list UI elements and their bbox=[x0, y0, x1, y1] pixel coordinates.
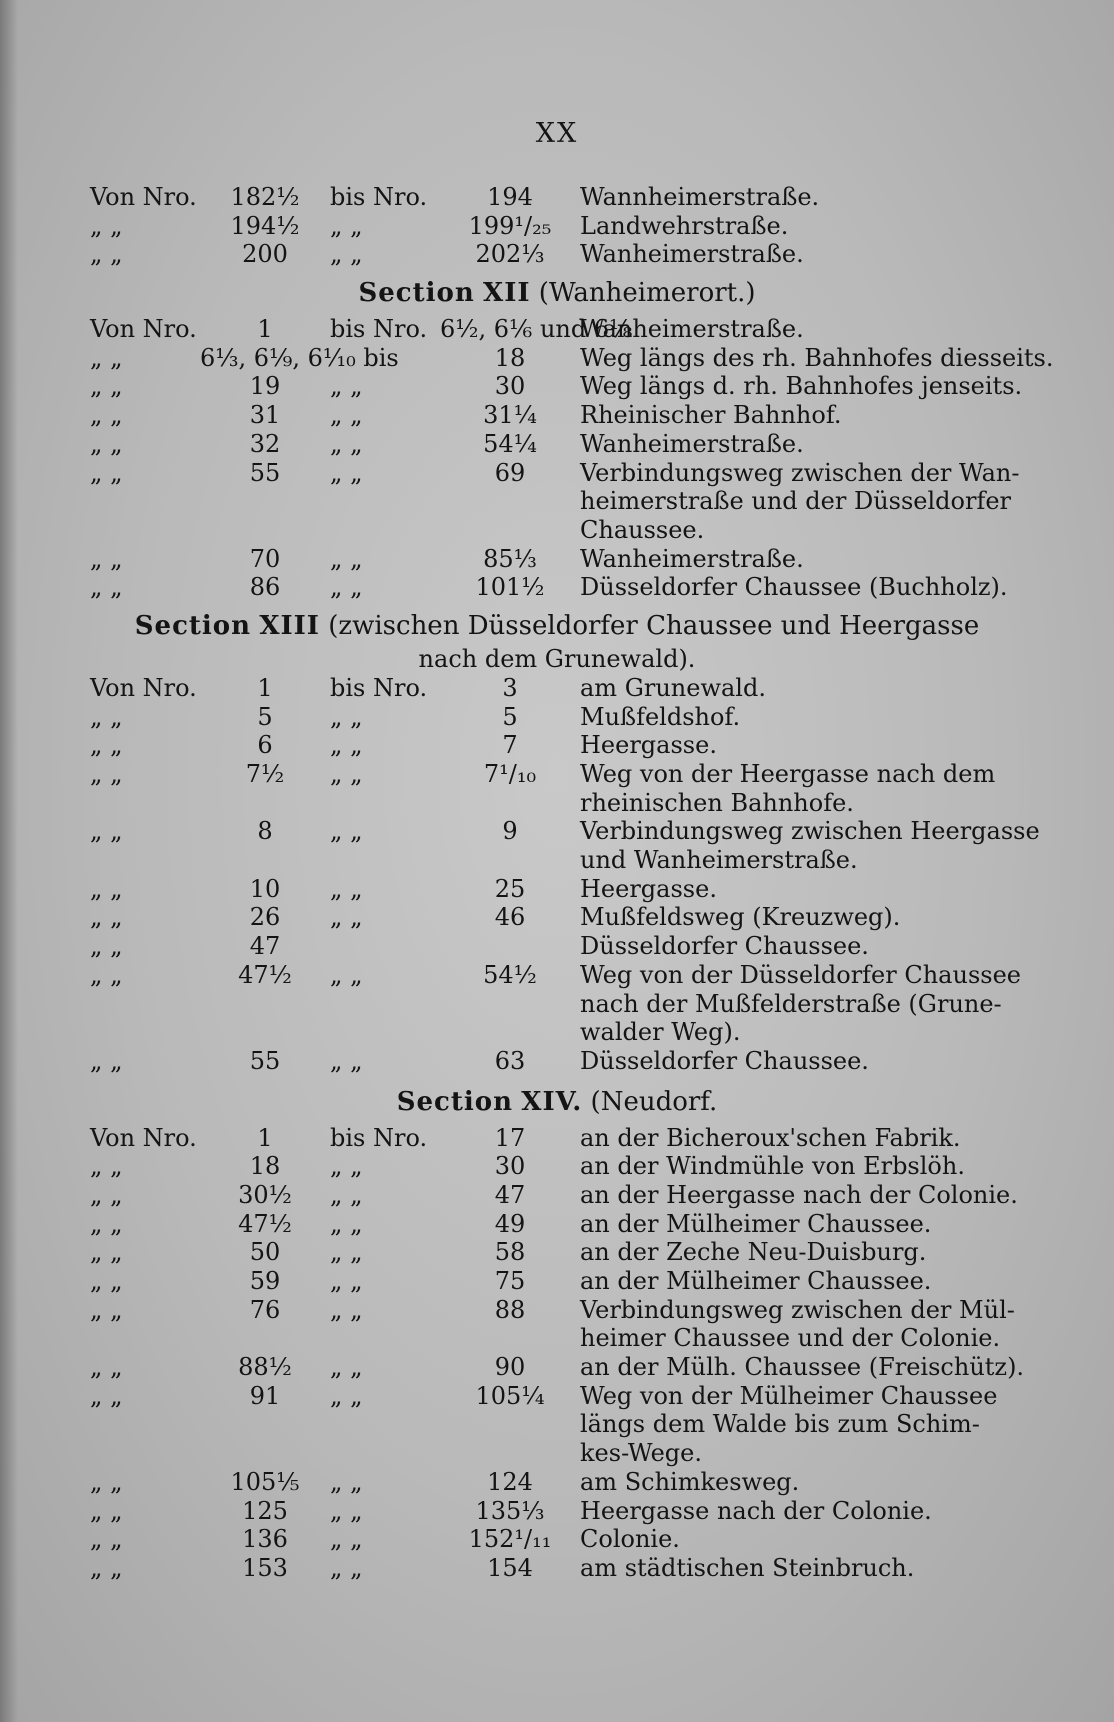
street-description: Wanheimerstraße. bbox=[580, 429, 804, 458]
list-item bbox=[0, 903, 1114, 932]
street-description: Heergasse. bbox=[580, 874, 717, 903]
list-item bbox=[0, 1267, 1114, 1296]
rows-block-b bbox=[0, 315, 1114, 602]
street-description: heimerstraße und der Düsseldorfer bbox=[580, 487, 1012, 516]
range-to: 199¹/₂₅ bbox=[468, 211, 552, 240]
range-prefix: „ „ bbox=[90, 1267, 123, 1295]
section-xiii-heading bbox=[0, 608, 1114, 644]
range-to: 18 bbox=[494, 343, 526, 372]
range-prefix: „ „ bbox=[90, 817, 123, 846]
range-bis: „ „ bbox=[330, 211, 363, 240]
list-item bbox=[0, 1124, 1114, 1153]
range-prefix: Von Nro. bbox=[90, 1123, 197, 1152]
list-item bbox=[0, 1152, 1114, 1181]
section-number: XIV. bbox=[521, 1086, 583, 1117]
list-item bbox=[0, 1410, 1114, 1439]
range-to: 105¼ bbox=[475, 1381, 545, 1410]
street-description: Colonie. bbox=[580, 1525, 680, 1554]
list-item bbox=[0, 1047, 1114, 1076]
street-description: Mußfeldsweg (Kreuzweg). bbox=[580, 903, 901, 932]
range-to: 54½ bbox=[483, 960, 537, 989]
range-bis: „ „ bbox=[330, 1295, 363, 1324]
section-label: Section bbox=[134, 610, 252, 641]
range-bis: „ „ bbox=[330, 1238, 363, 1267]
range-bis: „ „ bbox=[330, 817, 363, 846]
range-to: 154 bbox=[487, 1553, 533, 1582]
street-description: heimer Chaussee und der Colonie. bbox=[580, 1324, 1001, 1353]
list-item bbox=[0, 1210, 1114, 1239]
range-from: 200 bbox=[242, 240, 288, 269]
range-prefix: Von Nro. bbox=[90, 183, 197, 211]
range-to: 25 bbox=[494, 874, 526, 903]
range-from: 70 bbox=[249, 544, 281, 573]
range-to: 3 bbox=[502, 673, 518, 702]
rows-block-a bbox=[0, 183, 1114, 269]
range-to: 6½, 6⅙ und 6⅛ bbox=[440, 315, 633, 344]
street-description: Düsseldorfer Chaussee. bbox=[580, 932, 869, 961]
range-prefix: „ „ bbox=[90, 1180, 123, 1209]
range-from: 105⅕ bbox=[230, 1467, 300, 1496]
street-description: Verbindungsweg zwischen Heergasse bbox=[580, 817, 1040, 846]
range-bis: „ „ bbox=[330, 760, 363, 788]
street-description: Verbindungsweg zwischen der Mül- bbox=[580, 1295, 1015, 1324]
street-description: Landwehrstraße. bbox=[580, 211, 789, 240]
range-from: 26 bbox=[249, 903, 281, 932]
range-prefix: „ „ bbox=[90, 731, 123, 760]
range-bis: „ „ bbox=[330, 702, 363, 731]
street-description: Wannheimerstraße. bbox=[580, 183, 820, 211]
list-item bbox=[0, 760, 1114, 789]
street-description: Wanheimerstraße. bbox=[580, 544, 804, 573]
street-description: längs dem Walde bis zum Schim- bbox=[580, 1410, 980, 1439]
list-item bbox=[0, 1181, 1114, 1210]
list-item bbox=[0, 459, 1114, 488]
section-subtitle: (Neudorf. bbox=[590, 1086, 718, 1117]
list-item bbox=[0, 674, 1114, 703]
list-item bbox=[0, 183, 1114, 212]
street-description: an der Windmühle von Erbslöh. bbox=[580, 1152, 965, 1181]
range-bis: bis Nro. bbox=[330, 673, 428, 702]
range-to: 90 bbox=[494, 1353, 526, 1382]
street-description: kes-Wege. bbox=[580, 1439, 702, 1468]
list-item bbox=[0, 1554, 1114, 1583]
list-item bbox=[0, 516, 1114, 545]
section-subtitle: (zwischen Düsseldorfer Chaussee und Heergasse bbox=[328, 610, 980, 641]
range-from: 7½ bbox=[245, 760, 285, 788]
list-item bbox=[0, 1468, 1114, 1497]
list-item bbox=[0, 1382, 1114, 1411]
range-to: 7 bbox=[502, 731, 518, 760]
street-description: Weg von der Düsseldorfer Chaussee bbox=[580, 960, 1021, 989]
range-from: 10 bbox=[249, 874, 281, 903]
range-prefix: „ „ bbox=[90, 960, 123, 989]
range-prefix: „ „ bbox=[90, 240, 123, 269]
range-bis: „ „ bbox=[330, 401, 363, 430]
street-description: Weg längs d. rh. Bahnhofes jenseits. bbox=[580, 372, 1023, 401]
street-description: walder Weg). bbox=[580, 1018, 741, 1047]
range-to: 30 bbox=[494, 1152, 526, 1181]
range-bis: „ „ bbox=[330, 1553, 363, 1582]
range-from: 88½ bbox=[238, 1353, 292, 1382]
range-to: 63 bbox=[494, 1046, 526, 1075]
section-number: XIII bbox=[259, 610, 320, 641]
street-description: Düsseldorfer Chaussee (Buchholz). bbox=[580, 573, 1008, 602]
range-from: 47½ bbox=[238, 1209, 292, 1238]
range-prefix: Von Nro. bbox=[90, 315, 197, 344]
range-bis: „ „ bbox=[330, 573, 363, 602]
section-xii-heading bbox=[0, 271, 1114, 315]
range-bis: „ „ bbox=[330, 1046, 363, 1075]
range-prefix: „ „ bbox=[90, 429, 123, 458]
street-description: an der Mülheimer Chaussee. bbox=[580, 1267, 932, 1295]
range-from: 18 bbox=[249, 1152, 281, 1181]
list-item bbox=[0, 401, 1114, 430]
street-description: Heergasse. bbox=[580, 731, 717, 760]
street-description: an der Mülheimer Chaussee. bbox=[580, 1209, 932, 1238]
list-item bbox=[0, 846, 1114, 875]
range-from: 6 bbox=[257, 731, 273, 760]
list-item bbox=[0, 961, 1114, 990]
range-from: 136 bbox=[242, 1525, 288, 1554]
list-item bbox=[0, 372, 1114, 401]
list-item bbox=[0, 1296, 1114, 1325]
section-subtitle: (Wanheimerort.) bbox=[538, 278, 756, 309]
section-label: Section bbox=[396, 1086, 513, 1117]
range-bis: „ „ bbox=[330, 960, 363, 989]
list-item bbox=[0, 990, 1114, 1019]
section-xiv-heading bbox=[0, 1080, 1114, 1124]
list-item bbox=[0, 817, 1114, 846]
range-prefix: „ „ bbox=[90, 1496, 123, 1525]
section-number: XII bbox=[483, 278, 531, 309]
street-description: Verbindungsweg zwischen der Wan- bbox=[580, 458, 1020, 487]
range-bis: „ „ bbox=[330, 1267, 363, 1295]
range-from: 194½ bbox=[230, 211, 300, 240]
range-prefix: „ „ bbox=[90, 211, 123, 240]
range-from: 76 bbox=[249, 1295, 281, 1324]
list-item bbox=[0, 1439, 1114, 1468]
range-bis: „ „ bbox=[330, 458, 363, 487]
list-item bbox=[0, 545, 1114, 574]
range-bis: „ „ bbox=[330, 874, 363, 903]
street-description: rheinischen Bahnhofe. bbox=[580, 788, 854, 817]
range-prefix: „ „ bbox=[90, 903, 123, 932]
range-from: 153 bbox=[242, 1553, 288, 1582]
range-prefix: „ „ bbox=[90, 702, 123, 731]
street-description: am städtischen Steinbruch. bbox=[580, 1553, 915, 1582]
range-from: 31 bbox=[249, 401, 281, 430]
street-description: am Grunewald. bbox=[580, 673, 766, 702]
rows-block-c bbox=[0, 674, 1114, 1076]
range-to: 85⅓ bbox=[483, 544, 537, 573]
range-bis: „ „ bbox=[330, 1209, 363, 1238]
range-prefix: „ „ bbox=[90, 401, 123, 430]
list-item bbox=[0, 1525, 1114, 1554]
range-from: 8 bbox=[257, 817, 273, 846]
street-description: Weg von der Heergasse nach dem bbox=[580, 760, 996, 788]
street-description: Wanheimerstraße. bbox=[580, 315, 804, 344]
list-item bbox=[0, 315, 1114, 344]
range-bis: „ „ bbox=[330, 1180, 363, 1209]
list-item bbox=[0, 1324, 1114, 1353]
range-from: 125 bbox=[242, 1496, 288, 1525]
range-bis: „ „ bbox=[330, 240, 363, 269]
street-description: Wanheimerstraße. bbox=[580, 240, 804, 269]
range-from: 19 bbox=[249, 372, 281, 401]
range-to: 194 bbox=[487, 183, 533, 211]
range-prefix: „ „ bbox=[90, 1209, 123, 1238]
list-item bbox=[0, 875, 1114, 904]
range-to: 31¼ bbox=[483, 401, 537, 430]
range-bis: bis Nro. bbox=[330, 315, 428, 344]
range-from: 91 bbox=[249, 1381, 281, 1410]
list-item bbox=[0, 731, 1114, 760]
list-item bbox=[0, 789, 1114, 818]
range-bis: „ „ bbox=[330, 731, 363, 760]
section-xiii-subtitle-cont: nach dem Grunewald). bbox=[418, 644, 696, 673]
list-item bbox=[0, 932, 1114, 961]
range-to: 7¹/₁₀ bbox=[483, 760, 537, 788]
range-bis: „ „ bbox=[330, 1353, 363, 1382]
street-description: nach der Mußfelderstraße (Grune- bbox=[580, 989, 1002, 1018]
list-item bbox=[0, 573, 1114, 602]
list-item bbox=[0, 430, 1114, 459]
range-from: 1 bbox=[257, 1123, 273, 1152]
range-to: 5 bbox=[502, 702, 518, 731]
range-to: 49 bbox=[494, 1209, 526, 1238]
range-prefix: Von Nro. bbox=[90, 673, 197, 702]
range-prefix: „ „ bbox=[90, 1553, 123, 1582]
street-description: Chaussee. bbox=[580, 515, 705, 544]
list-item bbox=[0, 1353, 1114, 1382]
range-to: 9 bbox=[502, 817, 518, 846]
range-prefix: „ „ bbox=[90, 1525, 123, 1554]
street-description: an der Heergasse nach der Colonie. bbox=[580, 1180, 1018, 1209]
range-to: 124 bbox=[487, 1467, 533, 1496]
range-to: 135⅓ bbox=[475, 1496, 545, 1525]
range-from: 86 bbox=[249, 573, 281, 602]
range-from: 30½ bbox=[238, 1180, 292, 1209]
range-to: 54¼ bbox=[483, 429, 537, 458]
page-number: XX bbox=[535, 118, 579, 149]
range-from: 47 bbox=[249, 932, 281, 961]
street-description: Weg längs des rh. Bahnhofes diesseits. bbox=[580, 343, 1054, 372]
list-item bbox=[0, 240, 1114, 269]
range-prefix: „ „ bbox=[90, 544, 123, 573]
range-bis: „ „ bbox=[330, 1152, 363, 1181]
range-from: 55 bbox=[249, 1046, 281, 1075]
list-item bbox=[0, 344, 1114, 373]
list-item bbox=[0, 1018, 1114, 1047]
range-bis: „ „ bbox=[330, 429, 363, 458]
range-bis: „ „ bbox=[330, 1381, 363, 1410]
range-from: 55 bbox=[249, 458, 281, 487]
range-prefix: „ „ bbox=[90, 1353, 123, 1382]
range-bis: „ „ bbox=[330, 1525, 363, 1554]
list-item bbox=[0, 703, 1114, 732]
street-description: Heergasse nach der Colonie. bbox=[580, 1496, 932, 1525]
range-prefix: „ „ bbox=[90, 573, 123, 602]
range-to: 30 bbox=[494, 372, 526, 401]
range-from: 182½ bbox=[230, 183, 300, 211]
street-description: an der Zeche Neu-Duisburg. bbox=[580, 1238, 927, 1267]
range-from: 6⅓, 6⅑, 6⅒ bis bbox=[200, 343, 399, 372]
range-bis: „ „ bbox=[330, 544, 363, 573]
range-to: 88 bbox=[494, 1295, 526, 1324]
range-prefix: „ „ bbox=[90, 458, 123, 487]
range-prefix: „ „ bbox=[90, 1238, 123, 1267]
range-prefix: „ „ bbox=[90, 1467, 123, 1496]
range-prefix: „ „ bbox=[90, 1295, 123, 1324]
street-description: und Wanheimerstraße. bbox=[580, 846, 858, 875]
street-description: an der Bicheroux'schen Fabrik. bbox=[580, 1123, 961, 1152]
range-bis: bis Nro. bbox=[330, 183, 428, 211]
range-from: 32 bbox=[249, 429, 281, 458]
range-prefix: „ „ bbox=[90, 372, 123, 401]
range-prefix: „ „ bbox=[90, 1152, 123, 1181]
range-prefix: „ „ bbox=[90, 760, 123, 788]
content bbox=[0, 183, 1114, 1583]
range-from: 1 bbox=[257, 315, 273, 344]
street-description: Rheinischer Bahnhof. bbox=[580, 401, 842, 430]
list-item bbox=[0, 212, 1114, 241]
range-to: 75 bbox=[494, 1267, 526, 1295]
range-from: 1 bbox=[257, 673, 273, 702]
range-bis: bis Nro. bbox=[330, 1123, 428, 1152]
range-from: 59 bbox=[249, 1267, 281, 1295]
range-prefix: „ „ bbox=[90, 343, 123, 372]
range-from: 5 bbox=[257, 702, 273, 731]
rows-block-d bbox=[0, 1124, 1114, 1583]
range-to: 58 bbox=[494, 1238, 526, 1267]
section-label: Section bbox=[358, 278, 475, 309]
street-description: am Schimkesweg. bbox=[580, 1467, 800, 1496]
street-description: Mußfeldshof. bbox=[580, 702, 741, 731]
range-to: 101½ bbox=[475, 573, 545, 602]
range-prefix: „ „ bbox=[90, 1381, 123, 1410]
street-description: an der Mülh. Chaussee (Freischütz). bbox=[580, 1353, 1025, 1382]
range-prefix: „ „ bbox=[90, 932, 123, 961]
range-prefix: „ „ bbox=[90, 1046, 123, 1075]
range-from: 50 bbox=[249, 1238, 281, 1267]
list-item bbox=[0, 1497, 1114, 1526]
range-to: 46 bbox=[494, 903, 526, 932]
range-to: 17 bbox=[494, 1123, 526, 1152]
street-description: Weg von der Mülheimer Chaussee bbox=[580, 1381, 998, 1410]
range-bis: „ „ bbox=[330, 372, 363, 401]
range-to: 69 bbox=[494, 458, 526, 487]
range-to: 202⅓ bbox=[475, 240, 545, 269]
range-bis: „ „ bbox=[330, 903, 363, 932]
range-prefix: „ „ bbox=[90, 874, 123, 903]
street-description: Düsseldorfer Chaussee. bbox=[580, 1046, 869, 1075]
range-to: 47 bbox=[494, 1180, 526, 1209]
list-item bbox=[0, 1238, 1114, 1267]
range-bis: „ „ bbox=[330, 1496, 363, 1525]
range-bis: „ „ bbox=[330, 1467, 363, 1496]
range-to: 152¹/₁₁ bbox=[468, 1525, 552, 1554]
list-item bbox=[0, 487, 1114, 516]
range-from: 47½ bbox=[238, 960, 292, 989]
